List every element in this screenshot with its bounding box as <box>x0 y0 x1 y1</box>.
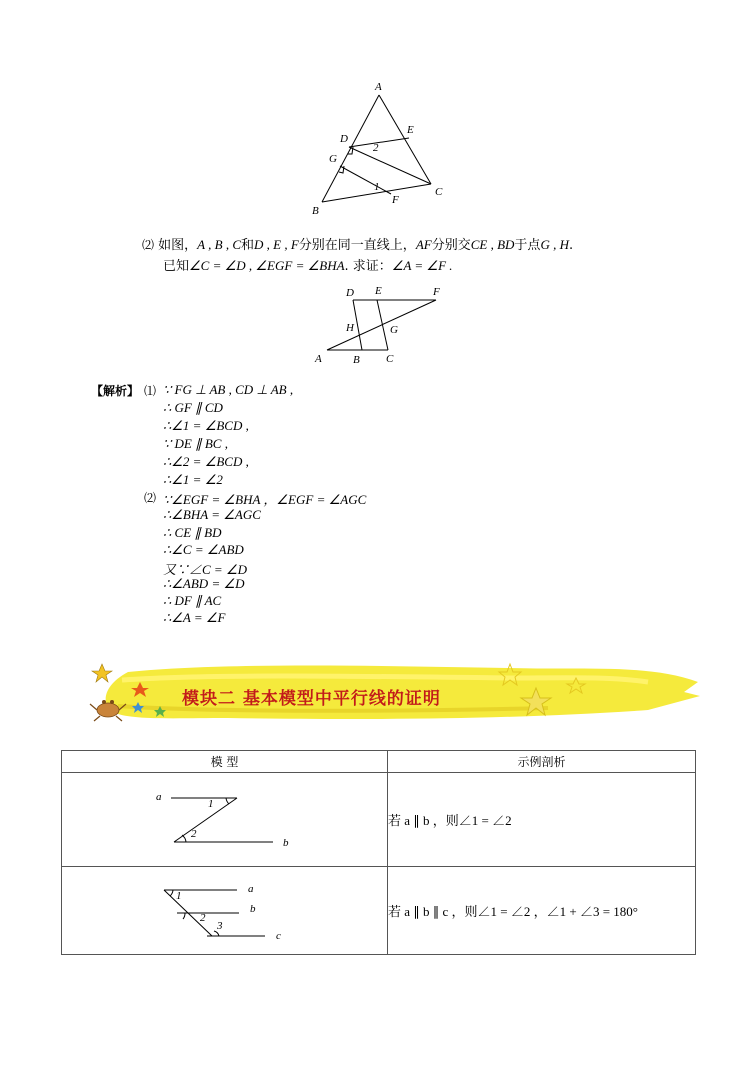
crab-icon <box>97 703 119 717</box>
label-F2: F <box>433 286 440 298</box>
solution-line: ∵∠EGF = ∠BHA ，∠EGF = ∠AGC <box>163 492 367 507</box>
angle-label-2: 2 <box>200 911 206 924</box>
line-label-b: b <box>250 902 256 915</box>
solution-line: ∴ GF ∥ CD <box>163 400 223 415</box>
solution-line: ∴∠C = ∠ABD <box>163 542 244 557</box>
line-label-a: a <box>156 790 162 803</box>
model-2-analysis: 若 a ∥ b ∥ c ，则∠1 = ∠2 ，∠1 + ∠3 = 180° <box>388 867 696 955</box>
label-E: E <box>407 124 414 136</box>
label-H2: H <box>346 322 354 334</box>
table-row <box>62 773 696 867</box>
label-C: C <box>435 186 443 198</box>
question-2-line-2: 已知∠C = ∠D , ∠EGF = ∠BHA. 求证：∠A = ∠F . <box>163 258 453 274</box>
label-B2: B <box>353 354 360 366</box>
solution-line: ∴ CE ∥ BD <box>163 525 222 540</box>
label-G2: G <box>390 324 398 336</box>
label-D2: D <box>346 287 354 299</box>
question-2-line-1: ⑵ 如图，A , B , C和D , E , F分别在同一直线上，AF分别交CE , BD于点G , H. <box>142 237 574 253</box>
angle-label-1: 1 <box>208 797 214 810</box>
label-1: 1 <box>374 181 380 193</box>
model-1-analysis: 若 a ∥ b ，则∠1 = ∠2 <box>388 773 696 867</box>
solution-line: ∴∠A = ∠F <box>163 610 226 625</box>
model-figure-cell <box>62 867 388 955</box>
solution-line: ∵ FG ⊥ AB , CD ⊥ AB , <box>163 382 294 397</box>
model-figure-cell <box>62 773 388 867</box>
angle-label-2: 2 <box>191 827 197 840</box>
solution-line: ∴ DF ∥ AC <box>163 593 222 608</box>
solution-line: ∴∠2 = ∠BCD , <box>163 454 249 469</box>
line-label-c: c <box>276 929 281 942</box>
figure-triangle <box>305 78 465 220</box>
angle-label-3: 3 <box>217 919 223 932</box>
solution-tag: 【解析】 <box>91 384 140 398</box>
label-C2: C <box>386 353 394 365</box>
figure-parallel-lines <box>310 282 450 368</box>
z-model-figure <box>62 774 387 866</box>
starfish-icon <box>92 664 112 682</box>
solution-line: ∴∠BHA = ∠AGC <box>163 507 261 522</box>
solution-line: ∴∠ABD = ∠D <box>163 576 245 591</box>
model-table <box>61 750 696 955</box>
table-row <box>62 867 696 955</box>
column-header-analysis: 示例剖析 <box>388 751 696 773</box>
solution-line: 又∵∠C = ∠D <box>163 562 247 577</box>
label-D: D <box>340 133 348 145</box>
three-parallel-figure <box>62 868 387 954</box>
solution-line: ∵ DE ∥ BC , <box>163 436 228 451</box>
table-header-row <box>62 751 696 773</box>
label-2: 2 <box>373 142 379 154</box>
label-E2: E <box>375 285 382 297</box>
label-F: F <box>392 194 399 206</box>
solution-line: ∴∠1 = ∠2 <box>163 472 223 487</box>
question-number: ⑵ <box>142 238 155 252</box>
label-A: A <box>375 81 382 93</box>
solution-part-2-marker: ⑵ <box>144 491 157 505</box>
solution-part-1-marker: ⑴ <box>144 384 157 398</box>
label-G: G <box>329 153 337 165</box>
module-title: 模块二 基本模型中平行线的证明 <box>182 689 441 709</box>
label-B: B <box>312 205 319 217</box>
solution-line: ∴∠1 = ∠BCD , <box>163 418 249 433</box>
line-label-a: a <box>248 882 254 895</box>
line-label-b: b <box>283 836 289 849</box>
angle-label-1: 1 <box>176 889 182 902</box>
label-A2: A <box>315 353 322 365</box>
column-header-model: 模 型 <box>62 751 388 773</box>
